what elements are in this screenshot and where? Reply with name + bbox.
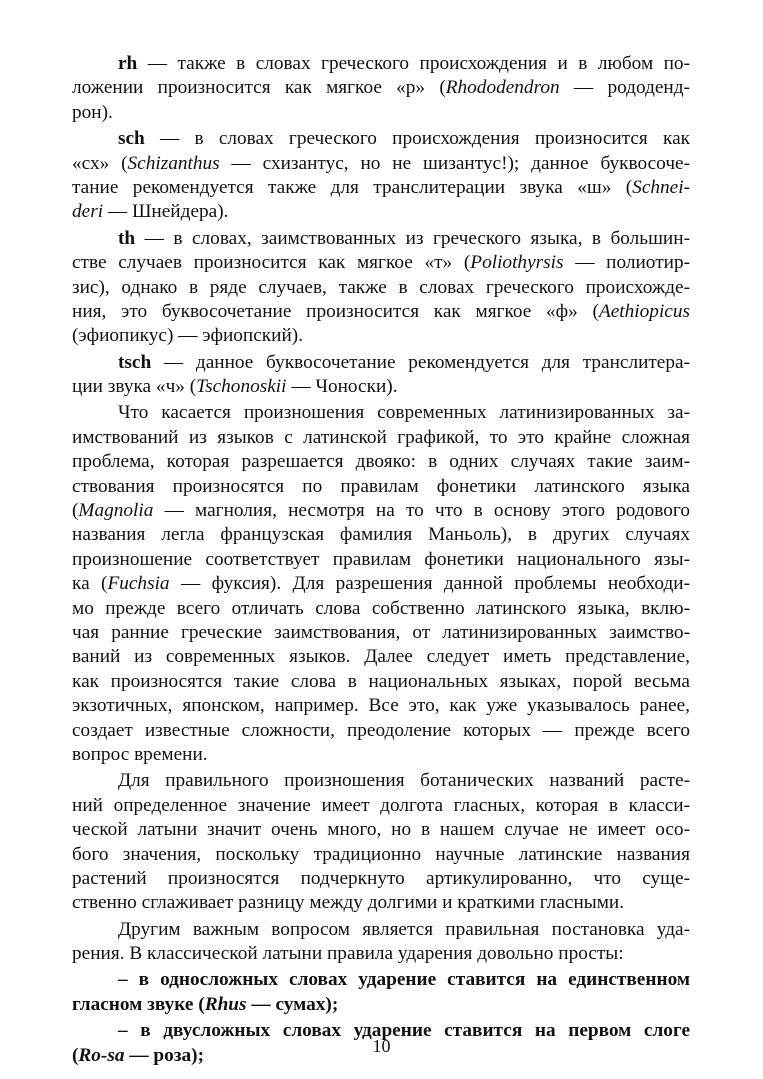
text-run: — данное буквосочетание рекомендуется для транслитера- [151,351,690,373]
text-run: ( [72,500,79,522]
text-run: ственно сглаживает разницу между долгими и краткими гласными. [72,892,625,914]
text-run: Rhus [204,993,247,1015]
text-run: ний определенное значение имеет долгота гласных, которая в класси- [72,794,690,816]
text-run: — схизантус, но не шизантус!); данное буквосоче- [219,152,690,174]
text-run: ка ( [72,573,108,595]
text-run: Ro-sa [78,1044,125,1066]
text-run: — сумах); [246,993,339,1015]
text-run: Aethiopicus [598,300,690,322]
text-run: — полиотир- [563,252,691,274]
text-run: ложении произносится как мягкое «р» ( [72,77,446,99]
text-line [72,200,690,224]
text-run: ции звука «ч» ( [72,376,197,398]
text-line [72,375,690,399]
text-run: проблема, которая разрешается двояко: в одних случаях такие заим- [72,451,690,473]
paragraph-tsch [72,349,690,400]
text-run: ствования произносятся по правилам фонетики латинского языка [72,475,690,497]
text-line [72,300,690,324]
page-number: 10 [372,1036,391,1056]
text-line [72,694,690,718]
text-line [72,76,690,100]
text-run: ваний из современных языков. Далее следует иметь представление, [72,646,690,668]
text-run: бого значения, поскольку традиционно научные латинские названия [72,843,690,865]
text-line [72,52,690,76]
text-run: — фуксия). Для разрешения данной проблемы необходи- [169,573,691,595]
text-run: названия легла французская фамилия Маньоль), в других случаях [72,524,690,546]
text-line [72,794,690,818]
text-line [72,523,690,547]
text-run: «сх» ( [72,152,128,174]
text-run: мо прежде всего отличать слова собственно латинского языка, вклю- [72,597,690,619]
text-run: гласном звуке ( [72,993,205,1015]
text-run: sch [118,128,145,150]
paragraph-stress [72,916,690,967]
text-run: тание рекомендуется также для транслитерации звука «ш» ( [72,176,633,198]
text-run: Schnei- [632,176,690,198]
text-line [72,891,690,915]
text-run: — Чоноски). [286,376,398,398]
text-run: (эфиопикус) — эфиопский). [72,325,304,347]
text-line [72,597,690,621]
text-line [72,152,690,176]
text-run: — также в словах греческого происхождения и в любом по- [137,53,690,74]
paragraph-sch [72,125,690,225]
text-line [72,818,690,842]
text-line [72,450,690,474]
text-run: — магнолия, несмотря на то что в основу этого родового [153,500,690,522]
text-line [72,769,690,793]
text-line [72,499,690,523]
text-line [72,276,690,300]
text-run: – в односложных словах ударение ставится на единственном [118,969,690,991]
text-run: tsch [118,351,152,373]
text-run: Magnolia [78,500,154,522]
text-run: Что касается произношения современных латинизированных за- [118,402,690,424]
text-line [72,426,690,450]
text-run: – в двусложных словах ударение ставится на первом слоге [118,1020,690,1042]
text-run: имствований из языков с латинской графикой, то это крайне сложная [72,426,690,448]
text-run: экзотичных, японском, например. Все это, как уже указывалось ранее, [72,695,690,717]
paragraph-borrowings [72,399,690,767]
text-line [72,475,690,499]
text-run: вопрос времени. [72,743,208,765]
text-run: Schizanthus [127,152,220,174]
text-line [72,251,690,275]
paragraph-th [72,225,690,349]
text-run: чая ранние греческие заимствования, от латинизированных заимство- [72,621,690,643]
text-line [72,572,690,596]
text-run: как произносятся такие слова в национальных языках, порой весьма [72,670,690,692]
text-line [72,918,690,942]
text-line [72,127,690,151]
text-run: ния, это буквосочетание произносится как мягкое «ф» ( [72,300,599,322]
paragraph-rh [72,52,690,125]
text-line [72,843,690,867]
text-line [72,743,690,767]
paragraph-vowels [72,767,690,915]
text-line [72,176,690,200]
text-line [72,993,690,1017]
text-line [72,227,690,251]
text-line [72,548,690,572]
text-line [72,719,690,743]
text-run: Tschonoskii [196,376,287,398]
text-run: — Шнейдера). [103,201,229,223]
text-line [72,942,690,966]
text-line [72,670,690,694]
text-line [72,621,690,645]
text-run: Для правильного произношения ботанических названий расте- [118,770,690,792]
text-line [72,645,690,669]
text-run: произношение соответствует правилам фонетики национального язы- [72,548,690,570]
paragraph-rule1 [72,966,690,1017]
text-line [72,351,690,375]
text-line [72,101,690,125]
text-run: — в словах греческого происхождения произносится как [144,128,690,150]
text-run: — рододенд- [559,77,690,99]
text-line [72,968,690,992]
text-run: deri [72,201,104,223]
text-line [72,401,690,425]
text-run: ческой латыни значит очень много, но в нашем случае не имеет осо- [72,819,690,841]
text-run: создает известные сложности, преодоление которых — прежде всего [72,719,690,741]
text-run: рения. В классической латыни правила ударения довольно просты: [72,943,624,965]
text-run: стве случаев произносится как мягкое «т» ( [72,252,471,274]
text-run: rh [118,53,138,74]
text-line [72,867,690,891]
text-run: рон). [72,101,113,123]
text-run: — роза); [124,1044,205,1066]
text-line [72,324,690,348]
text-run: th [118,227,136,249]
text-run: зис), однако в ряде случаев, также в словах греческого происхожде- [72,276,690,298]
text-run: Poliothyrsis [470,252,564,274]
text-run: ( [72,1044,79,1066]
text-run: — в словах, заимствованных из греческого языка, в большин- [135,227,690,249]
text-run: растений произносятся подчеркнуто артикулированно, что суще- [72,867,690,889]
text-run: Rhododendron [445,77,560,99]
text-run: Другим важным вопросом является правильная постановка уда- [118,918,690,940]
page-text [72,52,690,1068]
text-run: Fuchsia [107,573,170,595]
